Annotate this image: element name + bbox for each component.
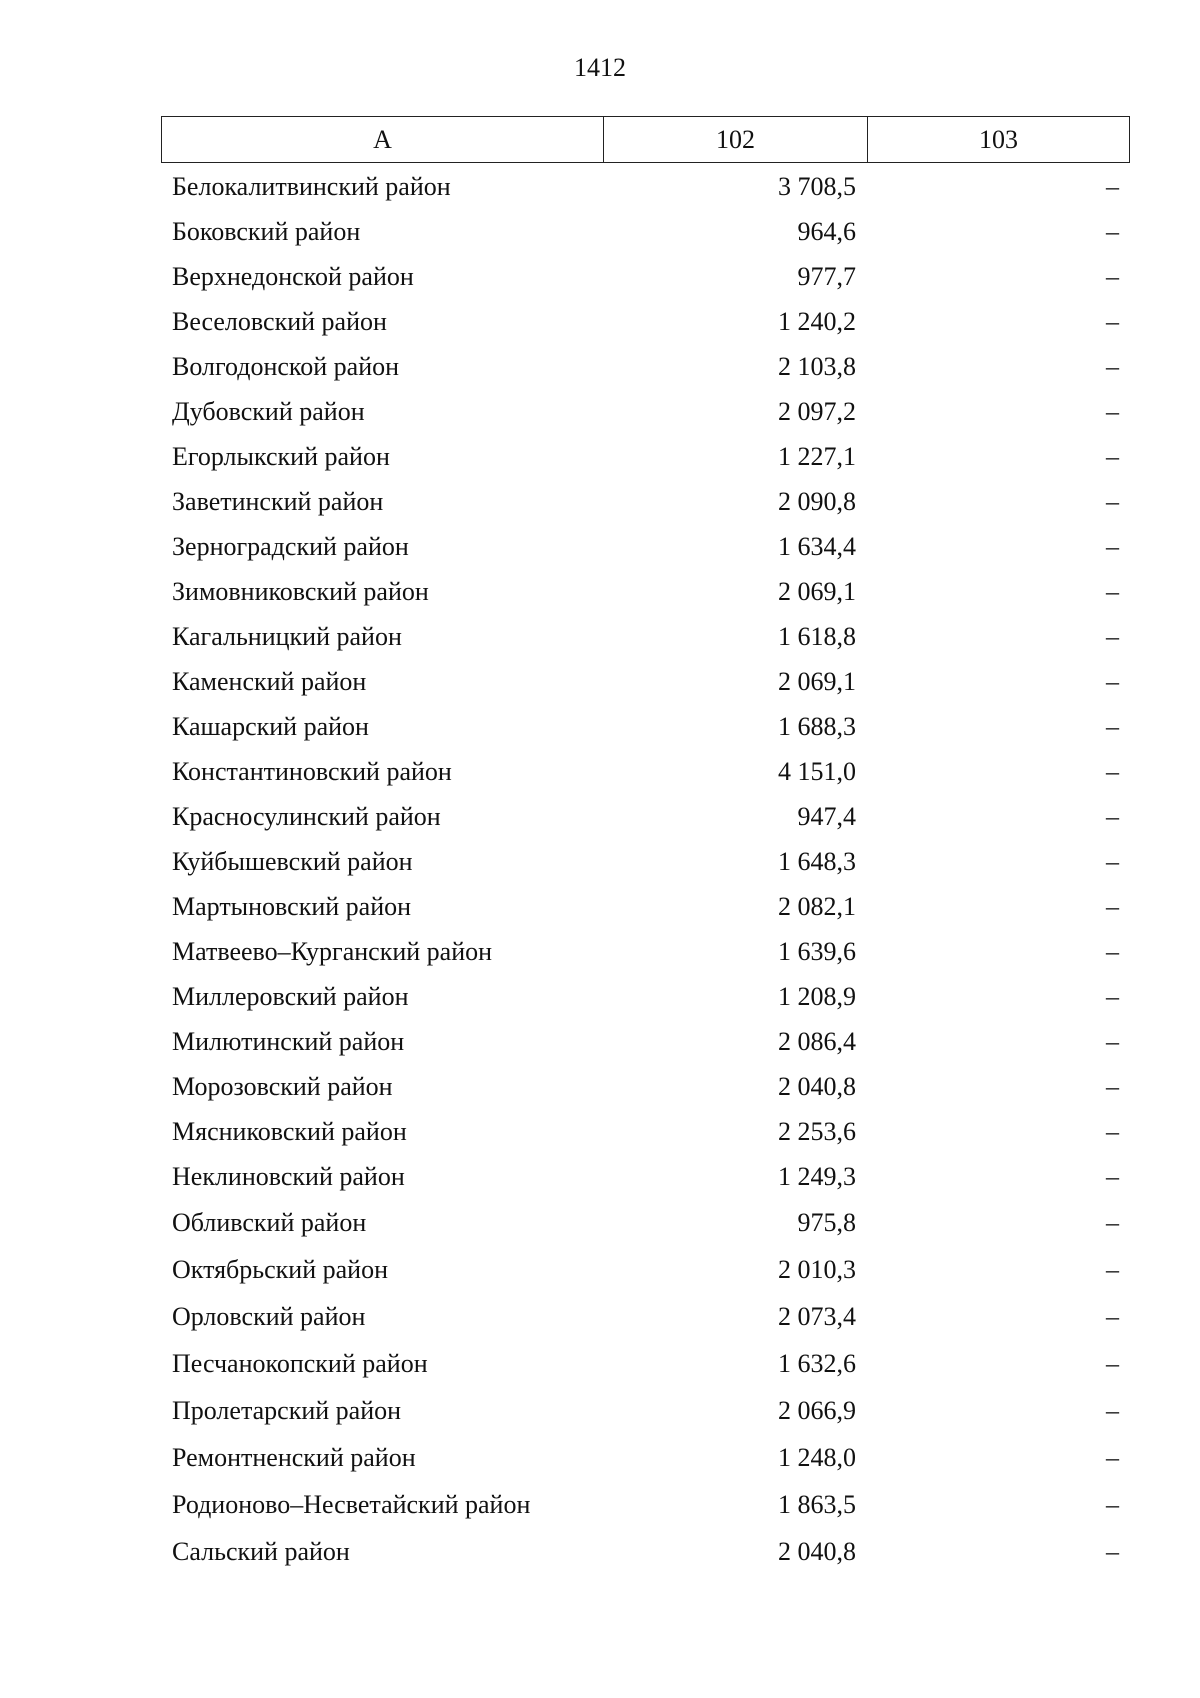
value-103: –: [1106, 936, 1119, 966]
value-103: –: [1106, 486, 1119, 516]
value-102: 1 249,3: [778, 1161, 856, 1191]
value-103: –: [1106, 666, 1119, 696]
district-name: Сальский район: [172, 1536, 350, 1566]
value-102: 2 090,8: [778, 486, 856, 516]
value-102: 1 240,2: [778, 306, 856, 336]
header-column-103: 103: [979, 124, 1018, 154]
value-103: –: [1106, 1071, 1119, 1101]
value-102: 2 066,9: [778, 1395, 856, 1425]
district-name: Константиновский район: [172, 756, 452, 786]
value-102: 2 069,1: [778, 666, 856, 696]
table-row: [161, 884, 1130, 929]
district-name: Красносулинский район: [172, 801, 441, 831]
value-102: 975,8: [797, 1207, 856, 1237]
value-103: –: [1106, 441, 1119, 471]
table-row: [161, 704, 1130, 749]
table-row: [161, 1434, 1130, 1481]
value-103: –: [1106, 1301, 1119, 1331]
table-row: [161, 1340, 1130, 1387]
value-102: 2 010,3: [778, 1254, 856, 1284]
value-102: 2 040,8: [778, 1071, 856, 1101]
table-body: [161, 164, 1130, 1575]
value-103: –: [1106, 1536, 1119, 1566]
district-name: Орловский район: [172, 1301, 366, 1331]
value-103: –: [1106, 531, 1119, 561]
district-name: Миллеровский район: [172, 981, 409, 1011]
value-103: –: [1106, 1207, 1119, 1237]
table-row: [161, 659, 1130, 704]
table-row: [161, 1154, 1130, 1199]
value-103: –: [1106, 1026, 1119, 1056]
value-102: 1 227,1: [778, 441, 856, 471]
table-header: [161, 116, 1130, 163]
table-row: [161, 1109, 1130, 1154]
district-name: Мясниковский район: [172, 1116, 407, 1146]
table-row: [161, 434, 1130, 479]
district-name: Веселовский район: [172, 306, 387, 336]
district-name: Куйбышевский район: [172, 846, 413, 876]
value-102: 1 618,8: [778, 621, 856, 651]
value-103: –: [1106, 1348, 1119, 1378]
table-row: [161, 569, 1130, 614]
district-name: Верхнедонской район: [172, 261, 414, 291]
district-name: Милютинский район: [172, 1026, 405, 1056]
value-102: 2 253,6: [778, 1116, 856, 1146]
value-102: 2 069,1: [778, 576, 856, 606]
value-103: –: [1106, 216, 1119, 246]
value-103: –: [1106, 1489, 1119, 1519]
table-row: [161, 344, 1130, 389]
value-103: –: [1106, 621, 1119, 651]
district-name: Каменский район: [172, 666, 367, 696]
table-row: [161, 1019, 1130, 1064]
value-102: 1 688,3: [778, 711, 856, 741]
district-name: Волгодонской район: [172, 351, 400, 381]
table-row: [161, 1199, 1130, 1246]
district-name: Зимовниковский район: [172, 576, 429, 606]
value-102: 2 097,2: [778, 396, 856, 426]
district-name: Кашарский район: [172, 711, 369, 741]
district-name: Кагальницкий район: [172, 621, 402, 651]
value-102: 4 151,0: [778, 756, 856, 786]
district-name: Ремонтненский район: [172, 1442, 416, 1472]
value-103: –: [1106, 846, 1119, 876]
value-102: 2 086,4: [778, 1026, 856, 1056]
value-103: –: [1106, 1395, 1119, 1425]
table-row: [161, 479, 1130, 524]
value-103: –: [1106, 981, 1119, 1011]
value-102: 1 634,4: [778, 531, 856, 561]
table-row: [161, 614, 1130, 659]
district-name: Белокалитвинский район: [172, 171, 451, 201]
value-103: –: [1106, 801, 1119, 831]
header-column-102: 102: [604, 117, 868, 162]
table-row: [161, 1528, 1130, 1575]
table-row: [161, 1387, 1130, 1434]
table-row: [161, 839, 1130, 884]
value-102: 1 208,9: [778, 981, 856, 1011]
district-name: Пролетарский район: [172, 1395, 402, 1425]
table-row: [161, 749, 1130, 794]
district-name: Неклиновский район: [172, 1161, 405, 1191]
value-102: 3 708,5: [778, 171, 856, 201]
value-103: –: [1106, 1116, 1119, 1146]
table-row: [161, 974, 1130, 1019]
district-name: Заветинский район: [172, 486, 384, 516]
table-row: [161, 524, 1130, 569]
value-102: 1 648,3: [778, 846, 856, 876]
value-102: 964,6: [797, 216, 856, 246]
table-row: [161, 1246, 1130, 1293]
value-102: 2 073,4: [778, 1301, 856, 1331]
value-103: –: [1106, 576, 1119, 606]
value-102: 2 040,8: [778, 1536, 856, 1566]
value-102: 1 632,6: [778, 1348, 856, 1378]
district-name: Песчанокопский район: [172, 1348, 428, 1378]
district-name: Обливский район: [172, 1207, 367, 1237]
table-row: [161, 299, 1130, 344]
value-102: 2 103,8: [778, 351, 856, 381]
table-row: [161, 929, 1130, 974]
value-103: –: [1106, 1254, 1119, 1284]
value-103: –: [1106, 1442, 1119, 1472]
district-name: Зерноградский район: [172, 531, 409, 561]
value-102: 2 082,1: [778, 891, 856, 921]
value-102: 1 248,0: [778, 1442, 856, 1472]
value-103: –: [1106, 261, 1119, 291]
district-name: Боковский район: [172, 216, 361, 246]
district-name: Родионово–Несветайский район: [172, 1489, 531, 1519]
district-name: Мартыновский район: [172, 891, 412, 921]
table-row: [161, 1293, 1130, 1340]
value-103: –: [1106, 711, 1119, 741]
value-103: –: [1106, 756, 1119, 786]
district-name: Морозовский район: [172, 1071, 393, 1101]
table-row: [161, 209, 1130, 254]
value-102: 947,4: [797, 801, 856, 831]
table-row: [161, 794, 1130, 839]
table-row: [161, 1481, 1130, 1528]
district-name: Егорлыкский район: [172, 441, 390, 471]
table-row: [161, 254, 1130, 299]
value-102: 1 863,5: [778, 1489, 856, 1519]
value-102: 1 639,6: [778, 936, 856, 966]
value-103: –: [1106, 306, 1119, 336]
table-row: [161, 1064, 1130, 1109]
header-column-a: А: [162, 117, 604, 162]
value-103: –: [1106, 891, 1119, 921]
value-103: –: [1106, 351, 1119, 381]
value-103: –: [1106, 171, 1119, 201]
district-name: Октябрьский район: [172, 1254, 388, 1284]
district-name: Дубовский район: [172, 396, 365, 426]
value-103: –: [1106, 1161, 1119, 1191]
value-102: 977,7: [797, 261, 856, 291]
value-103: –: [1106, 396, 1119, 426]
table-row: [161, 164, 1130, 209]
page-number: 1412: [574, 53, 626, 82]
table-row: [161, 389, 1130, 434]
district-name: Матвеево–Курганский район: [172, 936, 493, 966]
